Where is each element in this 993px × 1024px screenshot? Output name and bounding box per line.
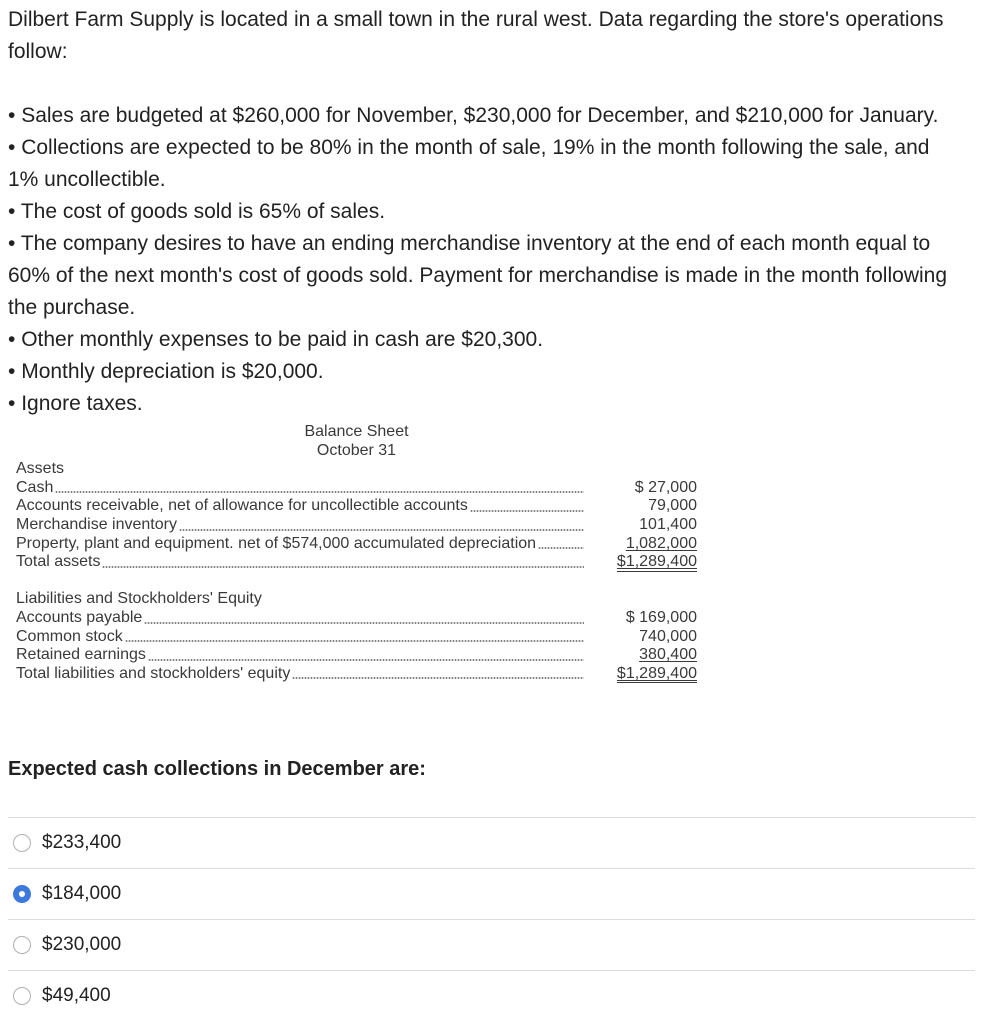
balance-row-accounts-receivable <box>16 497 697 516</box>
balance-row-retained-earnings <box>16 646 697 665</box>
amount-value: $ 27,000 <box>634 478 697 496</box>
balance-sheet-date: October 31 <box>316 441 397 459</box>
radio-button[interactable] <box>13 834 31 852</box>
balance-row-merchandise-inventory <box>16 516 697 535</box>
bullet-item-ending-inventory <box>8 228 963 324</box>
row-label: Merchandise inventory <box>16 515 177 533</box>
amount-value: 1,082,000 <box>625 534 697 552</box>
leader-dots <box>292 677 584 679</box>
bullet-item-sales-budget <box>8 100 963 132</box>
bullet-item-collections <box>8 132 963 196</box>
answer-option-c[interactable] <box>8 919 975 970</box>
answer-label[interactable]: $49,400 <box>42 985 111 1007</box>
bullet-item-cost-of-goods-sold <box>8 196 963 228</box>
row-label: Property, plant and equipment. net of $574,000 accumulated depreciation <box>16 534 537 552</box>
balance-row-cash <box>16 479 697 498</box>
operations-data-list <box>8 100 963 420</box>
radio-button[interactable] <box>13 885 31 903</box>
balance-row-total-assets <box>16 553 697 572</box>
balance-row-accounts-payable <box>16 609 697 628</box>
section-spacer <box>16 572 697 591</box>
bullet-symbol: • <box>8 200 16 223</box>
bullet-text: Collections are expected to be 80% in the month of sale, 19% in the month following the sale, and 1% uncollectible. <box>8 136 930 191</box>
balance-sheet <box>16 423 697 683</box>
answer-option-d[interactable] <box>8 970 975 1021</box>
amount-value: $1,289,400 <box>616 664 697 682</box>
answer-option-b[interactable] <box>8 868 975 919</box>
bullet-item-depreciation <box>8 356 963 388</box>
row-amount <box>584 553 697 572</box>
bullet-text: Monthly depreciation is $20,000. <box>21 360 324 383</box>
answer-label[interactable]: $233,400 <box>42 832 122 854</box>
row-amount <box>584 628 697 647</box>
intro-paragraph: Dilbert Farm Supply is located in a small town in the rural west. Data regarding the store's operations follow: <box>8 8 944 63</box>
answer-label[interactable]: $230,000 <box>42 934 122 956</box>
question-prompt: Expected cash collections in December are: <box>8 758 426 781</box>
bullet-symbol: • <box>8 232 16 255</box>
amount-value: $ 169,000 <box>625 608 697 626</box>
bullet-symbol: • <box>8 328 16 351</box>
radio-button[interactable] <box>13 936 31 954</box>
bullet-symbol: • <box>8 136 16 159</box>
row-amount <box>584 665 697 684</box>
balance-row-total-liabilities-equity <box>16 665 697 684</box>
bullet-text: Sales are budgeted at $260,000 for November, $230,000 for December, and $210,000 for January. <box>21 104 939 127</box>
balance-sheet-title: Balance Sheet <box>304 423 409 440</box>
amount-value: $1,289,400 <box>616 553 697 571</box>
row-amount <box>584 516 697 535</box>
leader-dots <box>538 547 584 549</box>
bullet-text: The cost of goods sold is 65% of sales. <box>20 200 386 223</box>
row-label: Cash <box>16 478 54 496</box>
bullet-symbol: • <box>8 360 16 383</box>
balance-row-property-plant-equipment <box>16 535 697 554</box>
row-label: Accounts payable <box>16 608 143 626</box>
amount-value: 380,400 <box>639 646 697 664</box>
leader-dots <box>125 640 584 642</box>
row-amount <box>584 479 697 498</box>
leader-dots <box>148 659 584 661</box>
liabilities-equity-heading: Liabilities and Stockholders' Equity <box>16 590 262 608</box>
answer-label[interactable]: $184,000 <box>42 883 122 905</box>
amount-value: 101,400 <box>639 515 697 533</box>
balance-row-common-stock <box>16 628 697 647</box>
row-label: Common stock <box>16 627 123 645</box>
row-amount <box>584 646 697 665</box>
bullet-symbol: • <box>8 104 16 127</box>
answer-option-a[interactable] <box>8 817 975 868</box>
row-label: Accounts receivable, net of allowance for uncollectible accounts <box>16 497 468 515</box>
row-amount <box>584 535 697 554</box>
bullet-item-other-expenses <box>8 324 963 356</box>
bullet-item-taxes <box>8 388 963 420</box>
row-label: Retained earnings <box>16 646 146 664</box>
row-label: Total liabilities and stockholders' equity <box>16 664 291 682</box>
answer-options <box>8 817 975 1021</box>
leader-dots <box>179 529 584 531</box>
bullet-text: Other monthly expenses to be paid in cash are $20,300. <box>21 328 544 351</box>
bullet-symbol: • <box>8 392 16 415</box>
bullet-text: The company desires to have an ending merchandise inventory at the end of each month equal to 60% of the next month's cost of goods sold. Payment for merchandise is made in the month following the purchase. <box>8 232 948 319</box>
radio-button[interactable] <box>13 987 31 1005</box>
leader-dots <box>55 491 584 493</box>
amount-value: 740,000 <box>639 627 697 645</box>
amount-value: 79,000 <box>648 497 697 515</box>
leader-dots <box>144 622 584 624</box>
row-amount <box>584 497 697 516</box>
row-amount <box>584 609 697 628</box>
assets-heading: Assets <box>16 460 65 478</box>
bullet-text: Ignore taxes. <box>21 392 143 415</box>
row-label: Total assets <box>16 553 101 571</box>
leader-dots <box>470 510 584 512</box>
leader-dots <box>102 566 584 568</box>
